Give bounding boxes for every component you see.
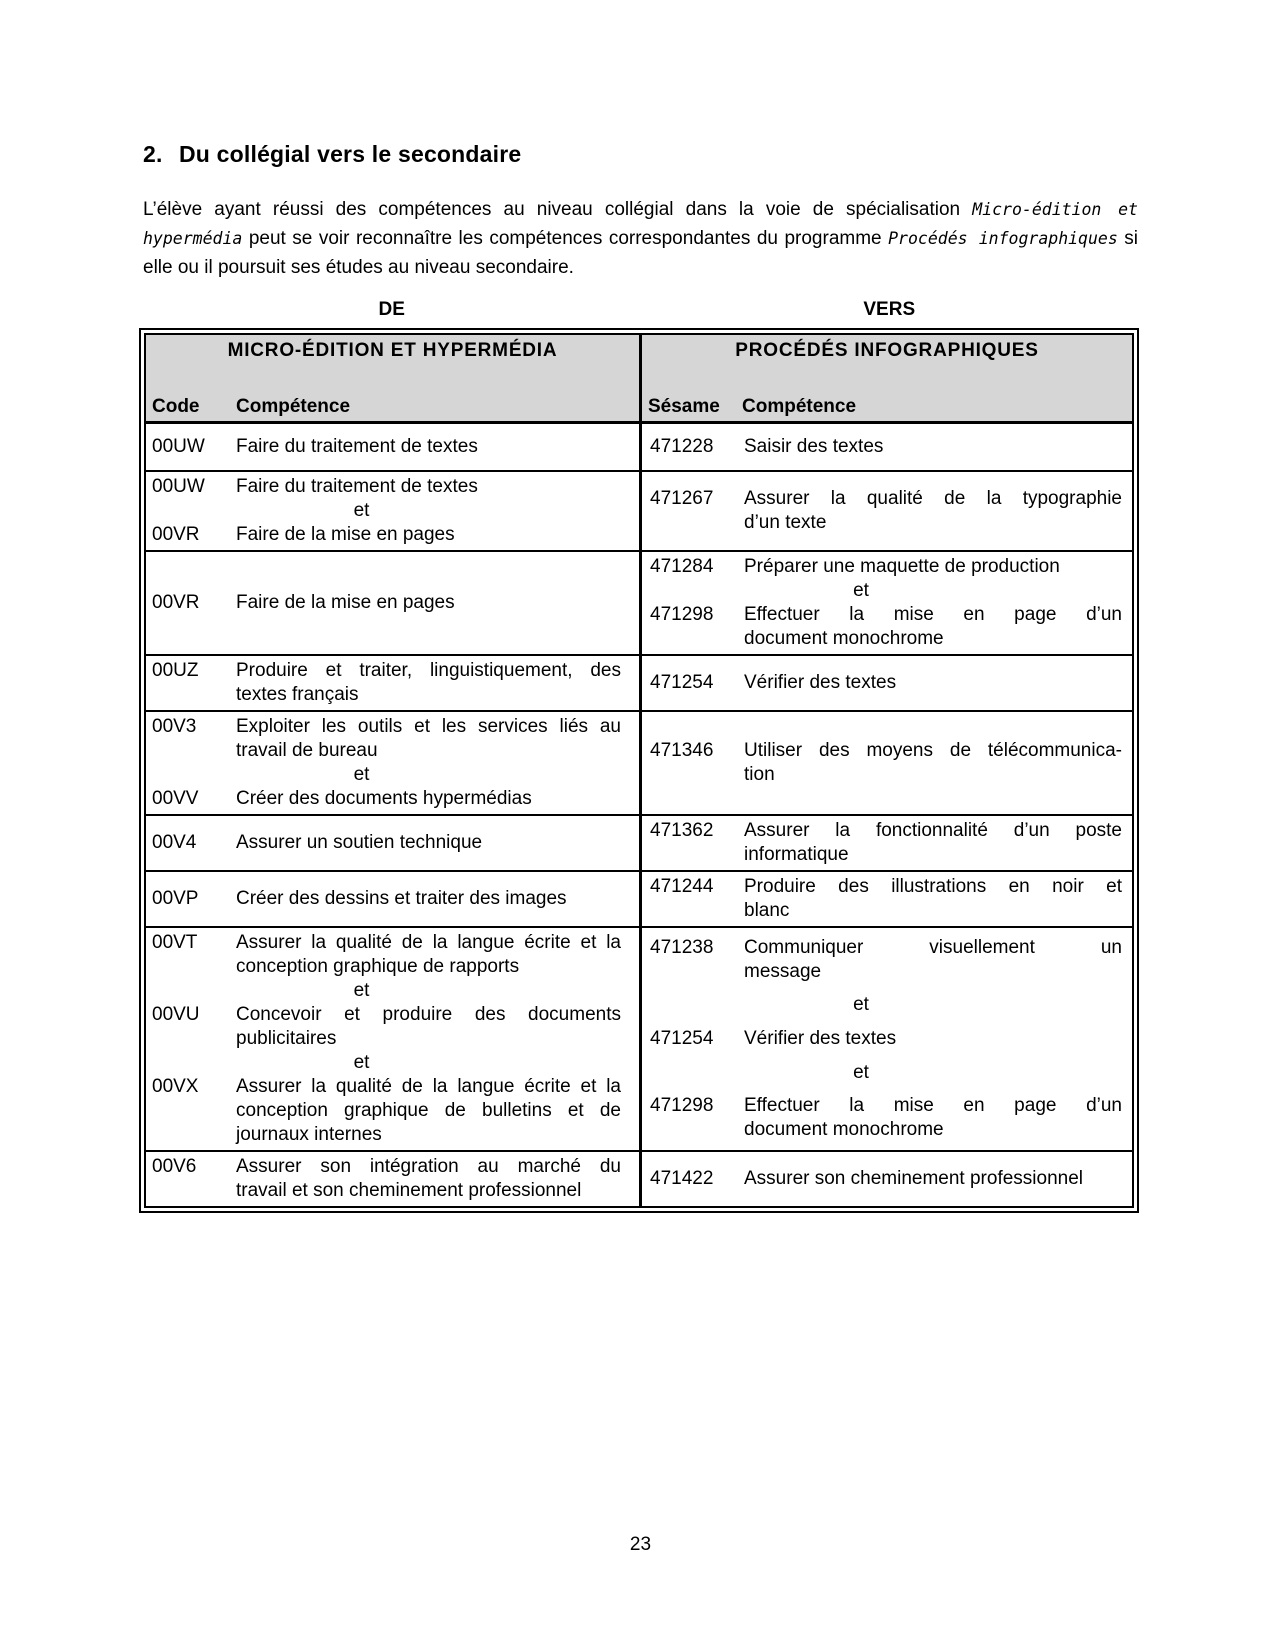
text-line: Assurer la qualité de la langue écrite et la	[236, 1076, 621, 1097]
and-separator: et	[353, 764, 370, 785]
text-line: tion	[744, 764, 775, 785]
table-cell-right	[639, 872, 1132, 926]
text-line: journaux internes	[236, 1124, 382, 1145]
table-cell-right	[639, 816, 1132, 870]
to-label: VERS	[863, 299, 916, 320]
code-value: 471284	[650, 556, 714, 577]
competence-text	[236, 659, 621, 707]
competence-entry	[152, 435, 621, 459]
competence-entry	[152, 475, 621, 499]
text-line: informatique	[744, 844, 849, 865]
and-separator: et	[853, 994, 869, 1016]
table-cell-right	[639, 1152, 1132, 1206]
competence-entry	[152, 659, 621, 707]
table-cell-left	[146, 1152, 639, 1206]
table-row	[146, 870, 1132, 926]
code-value: 471254	[650, 672, 714, 693]
text-line: travail et son cheminement professionnel	[236, 1180, 582, 1201]
table-row	[146, 470, 1132, 550]
competence-text: Créer des documents hypermédias	[236, 788, 532, 809]
code-value: 471267	[650, 488, 714, 509]
competence-column-header: Compétence	[236, 396, 351, 417]
competence-text	[744, 603, 1122, 651]
text-line: Produire des illustrations en noir et	[744, 876, 1122, 897]
intro-text: peut se voir reconnaître les compétences correspondantes du programme	[242, 228, 889, 249]
competence-entry	[650, 1167, 1122, 1191]
code-value: 471298	[650, 604, 714, 625]
competence-text: Faire du traitement de textes	[236, 476, 478, 497]
intro-text: L’élève ayant réussi des compétences au niveau collégial dans la voie de spécialisation	[143, 199, 973, 220]
code-value: 00UZ	[152, 660, 199, 681]
competence-text	[744, 819, 1122, 867]
competence-text: Faire de la mise en pages	[236, 592, 455, 613]
and-separator: et	[353, 500, 370, 521]
competence-entry	[650, 435, 1122, 459]
and-separator: et	[353, 980, 370, 1001]
table-cell-left	[146, 872, 639, 926]
code-value: 00VX	[152, 1076, 199, 1097]
table-cell-right	[639, 552, 1132, 654]
competence-text	[236, 931, 621, 979]
text-line: Assurer son intégration au marché du	[236, 1156, 621, 1177]
competence-text	[236, 1075, 621, 1147]
text-line: conception graphique de bulletins et de	[236, 1100, 621, 1121]
table-header-right	[639, 335, 1132, 421]
competence-text	[744, 1094, 1122, 1142]
text-line: blanc	[744, 900, 790, 921]
code-value: 471346	[650, 740, 714, 761]
text-line: publicitaires	[236, 1028, 337, 1049]
competence-text	[744, 487, 1122, 535]
table-row	[146, 550, 1132, 654]
equivalence-table	[139, 328, 1139, 1213]
competence-text: Créer des dessins et traiter des images	[236, 888, 567, 909]
text-line: Assurer la qualité de la typographie	[744, 488, 1122, 509]
page-number: 23	[629, 1534, 652, 1555]
competence-text: Préparer une maquette de production	[744, 556, 1060, 577]
code-value: 471362	[650, 820, 714, 841]
table-cell-right	[639, 712, 1132, 814]
text-line: conception graphique de rapports	[236, 956, 520, 977]
competence-entry	[650, 1027, 1122, 1051]
text-line: Concevoir et produire des documents	[236, 1004, 621, 1025]
code-value: 471228	[650, 436, 714, 457]
code-value: 00VR	[152, 524, 200, 545]
competence-entry	[152, 591, 621, 615]
page-title	[143, 141, 1138, 168]
table-cell-left	[146, 552, 639, 654]
code-value: 00UW	[152, 436, 205, 457]
competence-entry	[152, 931, 621, 979]
code-value: 00UW	[152, 476, 205, 497]
competence-entry	[650, 819, 1122, 867]
text-line: Communiquer visuellement un	[744, 936, 1122, 958]
table-cell-right	[639, 656, 1132, 710]
code-value: 471244	[650, 876, 714, 897]
competence-text: Faire du traitement de textes	[236, 436, 478, 457]
table-cell-left	[146, 816, 639, 870]
table-header	[146, 335, 1132, 424]
competence-text	[236, 715, 621, 763]
code-value: 00V4	[152, 832, 197, 853]
competence-entry	[650, 671, 1122, 695]
text-line: message	[744, 960, 822, 982]
direction-labels	[143, 299, 1138, 321]
competence-entry	[152, 831, 621, 855]
from-label: DE	[378, 299, 405, 320]
text-line: document monochrome	[744, 1119, 944, 1141]
and-separator: et	[853, 580, 869, 601]
table-row	[146, 926, 1132, 1150]
text-line: Effectuer la mise en page d’un	[744, 604, 1122, 625]
competence-entry	[152, 715, 621, 763]
table-row	[146, 814, 1132, 870]
table-cell-right	[639, 424, 1132, 470]
table-row	[146, 654, 1132, 710]
code-value: 00V6	[152, 1156, 197, 1177]
competence-entry	[650, 936, 1122, 984]
competence-entry	[650, 739, 1122, 787]
section-number: 2.	[143, 141, 163, 167]
left-program-title: MICRO-ÉDITION ET HYPERMÉDIA	[227, 340, 558, 361]
text-line: Assurer la fonctionnalité d’un poste	[744, 820, 1122, 841]
table-cell-right	[639, 472, 1132, 550]
competence-text: Faire de la mise en pages	[236, 524, 455, 545]
competence-entry	[650, 1094, 1122, 1142]
table-cell-right	[639, 928, 1132, 1150]
code-value: 00V3	[152, 716, 197, 737]
and-separator: et	[853, 1061, 869, 1083]
competence-text: Assurer son cheminement professionnel	[744, 1168, 1084, 1189]
code-value: 00VP	[152, 888, 199, 909]
competence-entry	[650, 875, 1122, 923]
text-line: Utiliser des moyens de télécommunica-	[744, 740, 1122, 761]
right-program-title: PROCÉDÉS INFOGRAPHIQUES	[735, 340, 1039, 361]
competence-entry	[152, 1075, 621, 1147]
program-name-micro-edition: Micro-édition et hypermédia	[143, 200, 1138, 248]
competence-text	[744, 875, 1122, 923]
table-cell-left	[146, 424, 639, 470]
table-row	[146, 1150, 1132, 1206]
competence-column-header: Compétence	[742, 396, 857, 417]
competence-entry	[650, 487, 1122, 535]
competence-text: Vérifier des textes	[744, 672, 897, 693]
competence-entry	[152, 1003, 621, 1051]
table-cell-left	[146, 656, 639, 710]
page-content	[143, 141, 1138, 1213]
code-value: 471422	[650, 1168, 714, 1189]
code-value: 00VV	[152, 788, 199, 809]
code-value: 00VR	[152, 592, 200, 613]
competence-text: Vérifier des textes	[744, 1027, 897, 1049]
code-value: 00VT	[152, 932, 198, 953]
competence-entry	[650, 603, 1122, 651]
competence-entry	[650, 555, 1122, 579]
code-value: 471254	[650, 1027, 714, 1049]
intro-paragraph	[143, 195, 1138, 282]
left-column-headers	[152, 396, 633, 418]
table-cell-left	[146, 712, 639, 814]
table-row	[146, 424, 1132, 470]
text-line: document monochrome	[744, 628, 944, 649]
text-line: textes français	[236, 684, 359, 705]
competence-text	[236, 1155, 621, 1203]
competence-entry	[152, 523, 621, 547]
text-line: d’un texte	[744, 512, 827, 533]
table-cell-left	[146, 472, 639, 550]
table-row	[146, 710, 1132, 814]
code-value: 00VU	[152, 1004, 200, 1025]
competence-text	[744, 936, 1122, 984]
section-title-text: Du collégial vers le secondaire	[179, 141, 522, 167]
table-header-left	[146, 335, 639, 421]
table-cell-left	[146, 928, 639, 1150]
competence-entry	[152, 1155, 621, 1203]
program-name-procedes: Procédés infographiques	[888, 229, 1118, 248]
intro-text: si elle ou il poursuit ses études au niveau secondaire.	[143, 228, 1139, 278]
code-value: 471238	[650, 936, 714, 958]
table-body	[146, 424, 1132, 1206]
right-column-headers	[648, 396, 1126, 418]
code-column-header: Code	[152, 396, 200, 417]
code-value: 471298	[650, 1095, 714, 1117]
text-line: Produire et traiter, linguistiquement, des	[236, 660, 621, 681]
competence-text	[744, 739, 1122, 787]
text-line: Assurer la qualité de la langue écrite et la	[236, 932, 621, 953]
and-separator: et	[353, 1052, 370, 1073]
sesame-column-header: Sésame	[648, 396, 720, 417]
competence-text: Assurer un soutien technique	[236, 832, 483, 853]
text-line: Effectuer la mise en page d’un	[744, 1095, 1122, 1117]
competence-text: Saisir des textes	[744, 436, 884, 457]
competence-entry	[152, 887, 621, 911]
competence-entry	[152, 787, 621, 811]
text-line: travail de bureau	[236, 740, 378, 761]
text-line: Exploiter les outils et les services liés au	[236, 716, 621, 737]
competence-text	[236, 1003, 621, 1051]
